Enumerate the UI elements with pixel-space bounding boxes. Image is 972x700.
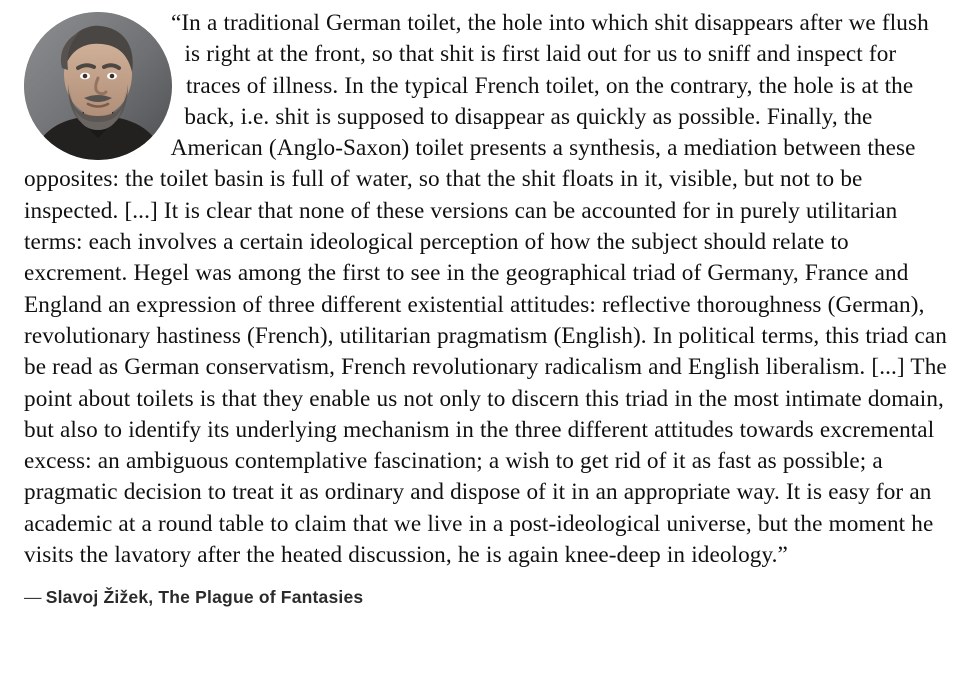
quote-attribution <box>24 587 948 608</box>
avatar <box>24 12 172 160</box>
quote-body: “In a traditional German toilet, the hole into which shit disappears after we flush is right at the front, so that shit is first laid out for us to sniff and inspect for traces of illness. In the typical French toilet, on the contrary, the hole is at the back, i.e. shit is supposed to disappear as quickly as possible. Finally, the American (Anglo-Saxon) toilet presents a synthesis, a mediation between these opposites: the toilet basin is full of water, so that the shit floats in it, visible, but not to be inspected. [...] It is clear that none of these versions can be accounted for in purely utilitarian terms: each involves a certain ideological perception of how the subject should relate to excrement. Hegel was among the first to see in the geographical triad of Germany, France and England an expression of three different existential attitudes: reflective thoroughness (German), revolutionary hastiness (French), utilitarian pragmatism (English). In political terms, this triad can be read as German conservatism, French revolutionary radicalism and English liberalism. [...] The point about toilets is that they enable us not only to discern this triad in the most intimate domain, but also to identify its underlying mechanism in the three different attitudes towards excremental excess: an ambiguous contemplative fascination; a wish to get rid of it as fast as possible; a pragmatic decision to treat it as ordinary and dispose of it in an appropriate way. It is easy for an academic at a round table to claim that we live in a post-ideological universe, but the moment he visits the lavatory after the heated discussion, he is again knee-deep in ideology.” <box>24 10 947 569</box>
attribution-dash: — <box>24 587 42 608</box>
portrait-photo-icon <box>24 12 172 160</box>
attribution-author-source: Slavoj Žižek, The Plague of Fantasies <box>45 587 364 608</box>
